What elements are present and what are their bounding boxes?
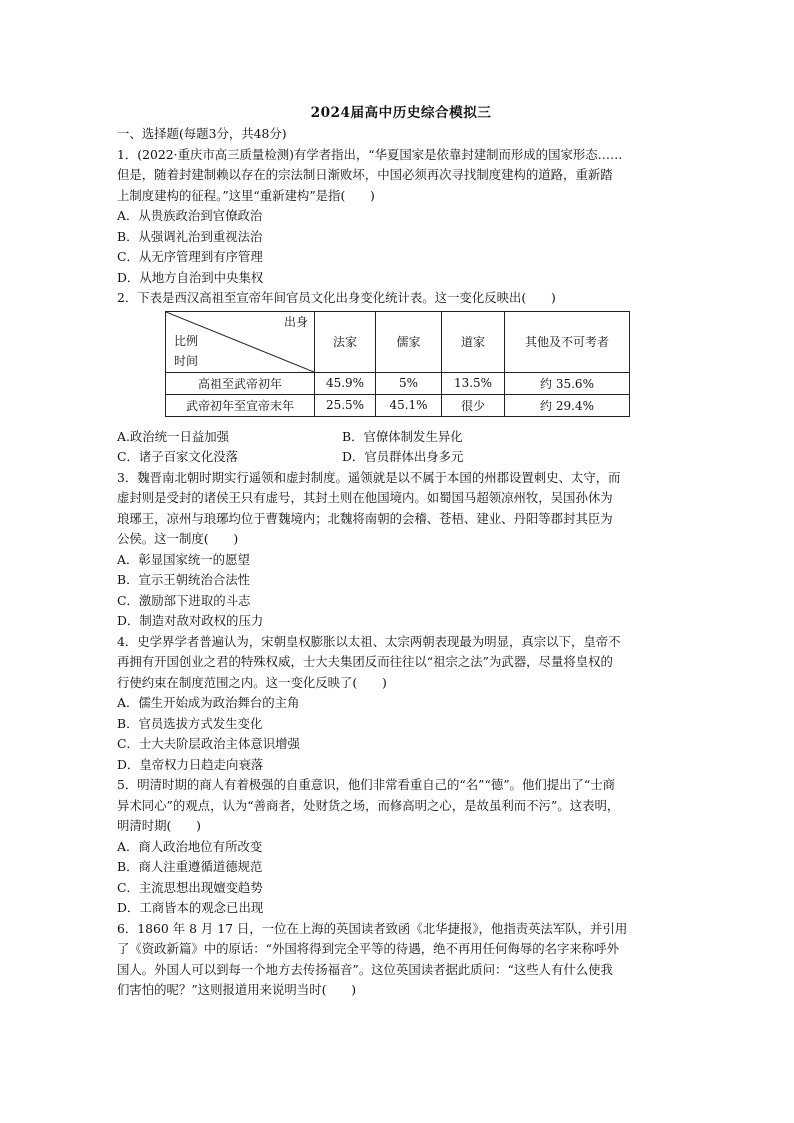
option-b: B．商人注重遵循道德规范 [117,859,263,874]
option-c: C．主流思想出现嬗变趋势 [117,879,263,895]
option-b: B．官僚体制发生异化 [342,428,463,444]
corner-label-origin: 出身 [283,314,308,329]
question-text-line: 5．明清时期的商人有着极强的自重意识，他们非常看重自己的“名”“德”。他们提出了“士商 [117,777,616,792]
question-5 [117,775,685,919]
option-d: D．制造对敌对政权的压力 [117,613,264,628]
question-2 [117,288,685,468]
table-row [166,372,630,394]
option-row [117,427,685,448]
option-c: C．士大夫阶层政治主体意识增强 [117,736,300,751]
table-cell: 5% [376,372,442,394]
question-text-line: 国人。外国人可以到每一个地方去传扬福音”。这位英国读者据此质问：“这些人有什么使我 [117,961,613,977]
question-text-line: 异术同心”的观点，认为“善商者，处财货之场，而修高明之心，是故虽利而不污”。这表明， [117,797,620,813]
question-text-line: 4．史学界学者普遍认为，宋朝皇权膨胀以太祖、太宗两朝表现最为明显，真宗以下，皇帝不 [117,633,621,649]
option-b: B．从强调礼治到重视法治 [117,228,263,244]
table-corner-header [166,311,315,372]
corner-label-time: 时间 [174,353,199,368]
column-header: 其他及不可考者 [505,311,630,372]
question-text-line: 1．(2022·重庆市高三质量检测)有学者指出，“华夏国家是依靠封建制而形成的国家形态…… [117,146,623,162]
table-cell: 约 35.6% [505,372,630,394]
option-row [117,447,685,468]
option-a: A．儒生开始成为政治舞台的主角 [117,695,300,710]
option-b: B．宣示王朝统治合法性 [117,572,251,587]
question-1 [117,145,685,289]
exam-page [117,97,685,1001]
table-row [166,394,630,416]
question-text-line: 但是，随着封建制赖以存在的宗法制日渐败坏，中国必须再次寻找制度建构的道路，重新踏 [117,167,613,182]
question-text-line: 2．下表是西汉高祖至宣帝年间官员文化出身变化统计表。这一变化反映出( ) [117,290,556,305]
option-a: A.政治统一日益加强 [117,428,230,444]
column-header: 法家 [315,311,376,372]
question-text-line: 6．1860 年 8 月 17 日，一位在上海的英国读者致函《北华捷报》，他指责英法军队，并引用 [117,920,628,936]
option-b: B．官员选拔方式发生变化 [117,715,263,731]
question-text-line: 了《资政新篇》中的原话：“外国将得到完全平等的待遇，绝不再用任何侮辱的名字来称呼外 [117,941,619,956]
table-cell: 13.5% [442,372,505,394]
option-d: D．官员群体出身多元 [342,449,464,464]
row-period: 高祖至武帝初年 [166,372,315,394]
option-a: A．商人政治地位有所改变 [117,838,263,854]
option-d: D．皇帝权力日趋走向衰落 [117,756,264,772]
statistics-table [165,311,630,417]
table-cell: 25.5% [315,394,376,416]
question-text-line: 公侯。这一制度( ) [117,531,239,546]
column-header: 儒家 [376,311,442,372]
option-a: A．从贵族政治到官僚政治 [117,208,263,223]
row-period: 武帝初年至宣帝末年 [166,394,315,416]
column-header: 道家 [442,311,505,372]
option-d: D．工商皆本的观念已出现 [117,900,264,915]
option-d: D．从地方自治到中央集权 [117,269,264,285]
option-c: C．从无序管理到有序管理 [117,249,263,264]
question-text-line: 琅琊王，凉州与琅琊均位于曹魏境内；北魏将南朝的会稽、苍梧、建业、丹阳等郡封其臣为 [117,510,613,526]
table-cell: 很少 [442,394,505,416]
section-heading: 一、选择题(每题3分，共48分) [117,126,287,141]
option-a: A．彰显国家统一的愿望 [117,551,250,567]
question-text-line: 3．魏晋南北朝时期实行遥领和虚封制度。遥领就是以不属于本国的州郡设置刺史、太守，而 [117,469,621,485]
table-cell: 约 29.4% [505,394,630,416]
question-text-line: 虚封则是受封的诸侯王只有虚号，其封土则在他国境内。如蜀国马超领凉州牧，吴国孙休为 [117,490,613,505]
corner-label-ratio: 比例 [174,333,199,348]
question-text-line: 上制度建构的征程。”这里“重新建构”是指( ) [117,187,375,203]
question-4 [117,632,685,776]
question-text-line: 们害怕的呢？”这则报道用来说明当时( ) [117,982,357,997]
option-c: C．激励部下进取的斗志 [117,592,251,608]
option-c: C．诸子百家文化没落 [117,449,238,464]
question-6 [117,919,685,1001]
question-text-line: 行使约束在制度范围之内。这一变化反映了( ) [117,674,387,690]
table-cell: 45.1% [376,394,442,416]
question-text-line: 明清时期( ) [117,818,202,833]
question-text-line: 再拥有开国创业之君的特殊权威，士大夫集团反而往往以“祖宗之法”为武器，尽量将皇权的 [117,654,613,669]
page-title: 2024届高中历史综合模拟三 [310,105,492,121]
question-3 [117,468,685,632]
table-cell: 45.9% [315,372,376,394]
